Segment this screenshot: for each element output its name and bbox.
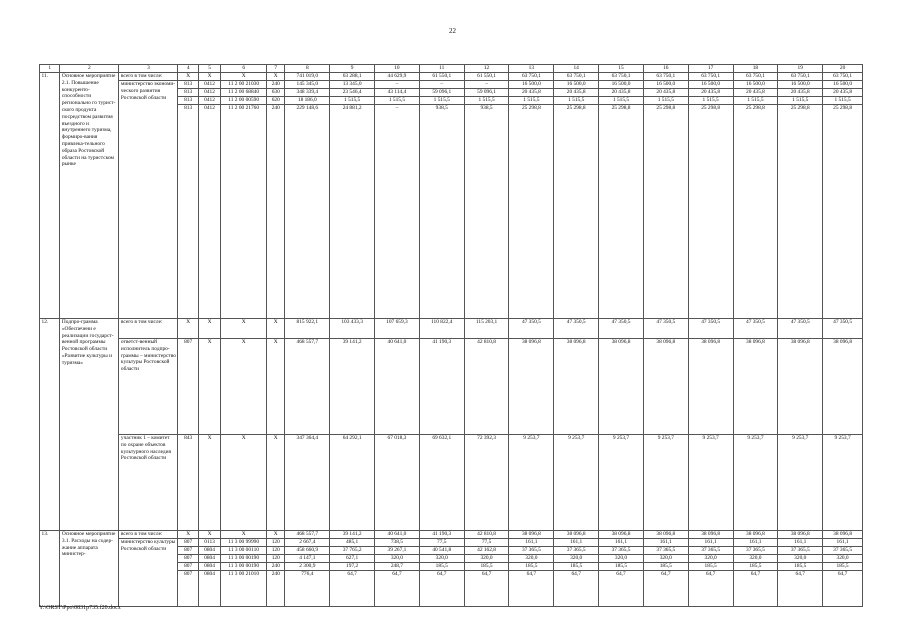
amount-cell: 16 500,0 [778,81,823,89]
amount-cell: 161,1 [599,539,644,547]
amount-cell: 25 298,8 [643,105,688,319]
amount-cell: 9 253,7 [688,435,733,531]
column-header-17: 17 [688,65,733,73]
csr-code: X [221,319,267,339]
vr-code: 620 [267,97,285,105]
amount-cell: 2 300,9 [285,563,330,571]
amount-cell: 38 096,8 [688,531,733,539]
amount-cell: 2 667,4 [285,539,330,547]
amount-cell: 40 641,0 [375,339,420,435]
rzpr-code: 0804 [198,555,220,563]
amount-cell: 20 435,8 [823,89,863,97]
amount-cell: 64,7 [375,571,420,607]
amount-cell: 41 190,3 [419,339,464,435]
column-header-9: 9 [330,65,375,73]
rzpr-code: X [198,339,220,435]
amount-cell: 1 515,5 [823,97,863,105]
column-header-4: 4 [178,65,198,73]
amount-cell: 107 659,3 [375,319,420,339]
amount-cell: 37 365,5 [643,547,688,555]
csr-code: 11 2 00 21030 [221,81,267,89]
amount-cell: 9 253,7 [823,435,863,531]
amount-cell: 64,7 [554,571,599,607]
amount-cell: 63 750,1 [599,73,644,81]
amount-cell: 37 365,5 [733,547,778,555]
gras-code: 843 [178,435,198,531]
amount-cell: 20 435,8 [509,89,554,97]
column-header-20: 20 [823,65,863,73]
table-row [40,73,863,81]
rzpr-code: 0412 [198,89,220,97]
amount-cell: 63 750,1 [509,73,554,81]
csr-code: 11 3 00 99990 [221,539,267,547]
csr-code: X [221,435,267,531]
column-header-16: 16 [643,65,688,73]
amount-cell: 320,0 [643,555,688,563]
amount-cell: 38 096,8 [733,531,778,539]
amount-cell: 63 750,1 [688,73,733,81]
amount-cell: 815 922,1 [285,319,330,339]
amount-cell: 41 190,3 [419,531,464,539]
amount-cell: 47 350,5 [509,319,554,339]
column-header-8: 8 [285,65,330,73]
csr-code: 11 3 00 00190 [221,563,267,571]
amount-cell: 39 267,1 [375,547,420,555]
amount-cell: 185,5 [464,563,509,571]
rzpr-code: X [198,319,220,339]
page-number: 22 [449,27,456,35]
executor-label: участник 1 – комитет по охране объектов культурного наследия Ростовской области [119,435,178,531]
vr-code: 240 [267,105,285,319]
amount-cell: 25 298,8 [778,105,823,319]
amount-cell: 37 765,2 [330,547,375,555]
amount-cell: 64,7 [733,571,778,607]
amount-cell: 38 096,8 [509,531,554,539]
amount-cell: 103 433,3 [330,319,375,339]
amount-cell: 185,5 [688,563,733,571]
vr-code: 240 [267,571,285,607]
amount-cell: 42 810,8 [464,339,509,435]
amount-cell: 38 096,8 [688,339,733,435]
vr-code: 120 [267,555,285,563]
gras-code: X [178,531,198,539]
amount-cell: 161,1 [688,539,733,547]
amount-cell: 38 096,8 [554,531,599,539]
amount-cell: 43 114,4 [375,89,420,97]
amount-cell: 64,7 [330,571,375,607]
amount-cell: 9 253,7 [643,435,688,531]
vr-code: X [267,73,285,81]
amount-cell: 320,0 [554,555,599,563]
amount-cell: 40 541,8 [419,547,464,555]
amount-cell: 61 550,1 [419,73,464,81]
column-header-3: 3 [119,65,178,73]
amount-cell: 1 515,5 [778,97,823,105]
column-header-6: 6 [221,65,267,73]
amount-cell: 1 515,5 [464,97,509,105]
column-header-18: 18 [733,65,778,73]
column-header-14: 14 [554,65,599,73]
amount-cell: 1 515,5 [599,97,644,105]
amount-cell: 161,1 [733,539,778,547]
amount-cell: 320,0 [419,555,464,563]
gras-code: X [178,319,198,339]
amount-cell: 1 515,5 [733,97,778,105]
amount-cell: 63 750,1 [823,73,863,81]
amount-cell: 348 339,4 [285,89,330,97]
amount-cell: 145 345,0 [285,81,330,89]
amount-cell: 161,1 [554,539,599,547]
amount-cell: 9 253,7 [599,435,644,531]
vr-code: X [267,531,285,539]
table-row [40,539,863,547]
table-row [40,81,863,89]
amount-cell: 4 147,1 [285,555,330,563]
amount-cell: 320,0 [733,555,778,563]
amount-cell: 64,7 [464,571,509,607]
amount-cell: 115 203,1 [464,319,509,339]
executor-label: всего в том числе: [119,319,178,339]
amount-cell: 229 148,6 [285,105,330,319]
amount-cell: 185,5 [554,563,599,571]
amount-cell: 20 435,8 [554,89,599,97]
column-header-19: 19 [778,65,823,73]
amount-cell: 38 096,8 [509,339,554,435]
csr-code: X [221,531,267,539]
amount-cell: 38 096,8 [778,531,823,539]
amount-cell: 20 435,8 [778,89,823,97]
amount-cell: 69 632,1 [419,435,464,531]
amount-cell: 320,0 [375,555,420,563]
gras-code: 807 [178,571,198,607]
measure-name: Основное мероприятие 3.1. Расходы на содер-жание аппарата министер- [60,531,119,607]
amount-cell: 64,7 [599,571,644,607]
amount-cell: 37 365,5 [509,547,554,555]
amount-cell: 77,5 [419,539,464,547]
vr-code: 630 [267,89,285,97]
vr-code: 240 [267,81,285,89]
amount-cell: 42 810,8 [464,531,509,539]
amount-cell: 1 515,5 [330,97,375,105]
amount-cell: 44 629,9 [375,73,420,81]
amount-cell: 161,1 [778,539,823,547]
amount-cell: 248,7 [375,563,420,571]
amount-cell: 738,5 [375,539,420,547]
amount-cell: 1 515,5 [688,97,733,105]
amount-cell: 47 350,5 [733,319,778,339]
amount-cell: 9 253,7 [554,435,599,531]
file-path-footer: Y:\ORST\Ppo\0831p735.f20.docx [39,605,121,611]
amount-cell: 38 096,8 [778,339,823,435]
executor-label: ответст-венный исполнитель подпро-граммы – министерство культуры Ростовской области [119,339,178,435]
amount-cell: 64 292,1 [330,435,375,531]
amount-cell: 37 365,5 [688,547,733,555]
amount-cell: 16 500,0 [823,81,863,89]
amount-cell: 197,2 [330,563,375,571]
gras-code: 813 [178,89,198,97]
row-number: 13. [40,531,60,607]
table-row [40,339,863,435]
amount-cell: 20 435,8 [599,89,644,97]
vr-code: 120 [267,547,285,555]
amount-cell: 16 500,0 [509,81,554,89]
csr-code: 11 3 00 21010 [221,571,267,607]
amount-cell: 13 345,0 [330,81,375,89]
amount-cell: 110 822,4 [419,319,464,339]
gras-code: 813 [178,97,198,105]
rzpr-code: 0412 [198,105,220,319]
amount-cell: 1 515,5 [643,97,688,105]
amount-cell: 1 515,5 [554,97,599,105]
rzpr-code: X [198,531,220,539]
amount-cell: 185,5 [823,563,863,571]
column-header-15: 15 [599,65,644,73]
amount-cell: 320,0 [509,555,554,563]
amount-cell: 38 096,8 [823,339,863,435]
csr-code: 11 2 00 21760 [221,105,267,319]
executor-label: министерство культуры Ростовской области [119,539,178,607]
executor-label: всего в том числе: [119,73,178,81]
amount-cell: 25 298,8 [823,105,863,319]
amount-cell: 42 162,8 [464,547,509,555]
amount-cell: – [375,105,420,319]
amount-cell: 47 350,5 [643,319,688,339]
amount-cell: 64,7 [643,571,688,607]
amount-cell: 1 515,5 [419,97,464,105]
vr-code: X [267,339,285,435]
amount-cell: 16 500,0 [733,81,778,89]
amount-cell: 627,1 [330,555,375,563]
amount-cell: 185,5 [599,563,644,571]
row-number: 11. [40,73,60,319]
vr-code: 240 [267,563,285,571]
amount-cell: 40 641,0 [375,531,420,539]
gras-code: 813 [178,105,198,319]
csr-code: X [221,73,267,81]
amount-cell: 741 019,0 [285,73,330,81]
table-row [40,435,863,531]
csr-code: 11 3 00 00110 [221,547,267,555]
amount-cell: – [464,81,509,89]
amount-cell: 18 186,0 [285,97,330,105]
header-row [40,65,863,73]
amount-cell: 458 660,9 [285,547,330,555]
rzpr-code: 0113 [198,539,220,547]
amount-cell: 39 141,2 [330,531,375,539]
rzpr-code: 0804 [198,571,220,607]
amount-cell: 64,7 [509,571,554,607]
amount-cell: 320,0 [688,555,733,563]
table-row [40,531,863,539]
amount-cell: 47 350,5 [688,319,733,339]
csr-code: 11 2 00 00590 [221,97,267,105]
amount-cell: 185,5 [643,563,688,571]
amount-cell: 20 435,8 [688,89,733,97]
amount-cell: 25 298,8 [509,105,554,319]
amount-cell: 468 557,7 [285,339,330,435]
amount-cell: 38 096,8 [643,531,688,539]
amount-cell: 47 350,5 [823,319,863,339]
amount-cell: 9 253,7 [733,435,778,531]
amount-cell: 38 096,8 [643,339,688,435]
amount-cell: 47 350,5 [778,319,823,339]
amount-cell: 37 365,5 [599,547,644,555]
amount-cell: 25 298,8 [554,105,599,319]
rzpr-code: 0804 [198,547,220,555]
csr-code: 11 3 00 00190 [221,555,267,563]
amount-cell: 20 435,8 [643,89,688,97]
amount-cell: 25 298,8 [599,105,644,319]
amount-cell: 37 365,5 [778,547,823,555]
amount-cell: 63 750,1 [554,73,599,81]
amount-cell: 161,1 [823,539,863,547]
amount-cell: 185,5 [509,563,554,571]
amount-cell: 59 096,1 [419,89,464,97]
amount-cell: 16 500,0 [599,81,644,89]
amount-cell: 38 096,8 [599,339,644,435]
column-header-10: 10 [375,65,420,73]
amount-cell: 37 365,5 [554,547,599,555]
vr-code: 120 [267,539,285,547]
measure-name: Основное мероприятие 2.1. Повышение конкуренто-способности регионально го турист-ского продукта посредством развития въездного и внутреннего туризма, формиро-вания привлека-тельного образа Ростовской области на туристском рынке [60,73,119,319]
rzpr-code: X [198,435,220,531]
rzpr-code: X [198,73,220,81]
amount-cell: 320,0 [599,555,644,563]
gras-code: 807 [178,339,198,435]
column-header-12: 12 [464,65,509,73]
executor-label: всего в том числе: [119,531,178,539]
amount-cell: 25 298,8 [733,105,778,319]
amount-cell: 64,7 [688,571,733,607]
amount-cell: 938,5 [419,105,464,319]
amount-cell: 47 350,5 [554,319,599,339]
amount-cell: 776,4 [285,571,330,607]
amount-cell: 59 096,1 [464,89,509,97]
amount-cell: 63 750,1 [643,73,688,81]
column-header-13: 13 [509,65,554,73]
amount-cell: 9 253,7 [509,435,554,531]
amount-cell: 320,0 [778,555,823,563]
amount-cell: 185,5 [419,563,464,571]
column-header-11: 11 [419,65,464,73]
amount-cell: 64,7 [778,571,823,607]
table-row [40,319,863,339]
amount-cell: 64,7 [419,571,464,607]
amount-cell: 485,1 [330,539,375,547]
amount-cell: 185,5 [778,563,823,571]
amount-cell: 63 750,1 [733,73,778,81]
gras-code: 813 [178,81,198,89]
amount-cell: 16 500,0 [554,81,599,89]
vr-code: X [267,319,285,339]
amount-cell: 39 141,2 [330,339,375,435]
amount-cell: 38 096,8 [733,339,778,435]
budget-table [39,64,863,607]
amount-cell: 185,5 [733,563,778,571]
amount-cell: 47 350,5 [599,319,644,339]
gras-code: 807 [178,555,198,563]
amount-cell: 9 253,7 [778,435,823,531]
rzpr-code: 0804 [198,563,220,571]
column-header-7: 7 [267,65,285,73]
amount-cell: 23 546,4 [330,89,375,97]
amount-cell: 161,1 [509,539,554,547]
vr-code: X [267,435,285,531]
amount-cell: 63 288,1 [330,73,375,81]
amount-cell: 20 435,8 [733,89,778,97]
amount-cell: 320,0 [464,555,509,563]
rzpr-code: 0412 [198,97,220,105]
row-number: 12. [40,319,60,531]
amount-cell: 1 515,5 [375,97,420,105]
csr-code: X [221,339,267,435]
amount-cell: 161,1 [643,539,688,547]
amount-cell: 38 096,8 [823,531,863,539]
rzpr-code: 0412 [198,81,220,89]
gras-code: 807 [178,547,198,555]
amount-cell: 61 550,1 [464,73,509,81]
gras-code: X [178,73,198,81]
amount-cell: 468 557,7 [285,531,330,539]
amount-cell: 38 096,8 [554,339,599,435]
amount-cell: 25 298,8 [688,105,733,319]
amount-cell: 24 881,2 [330,105,375,319]
amount-cell: – [375,81,420,89]
gras-code: 807 [178,563,198,571]
csr-code: 11 2 00 68840 [221,89,267,97]
measure-name: Подпро-грамма «Обеспечени е реализации государст-венной программы Ростовской области «Развитие культуры и туризма» [60,319,119,531]
amount-cell: 1 515,5 [509,97,554,105]
amount-cell: 63 750,1 [778,73,823,81]
amount-cell: 347 364,4 [285,435,330,531]
amount-cell: 320,0 [823,555,863,563]
column-header-2: 2 [60,65,119,73]
amount-cell: 16 500,0 [688,81,733,89]
amount-cell: 64,7 [823,571,863,607]
column-header-5: 5 [198,65,220,73]
executor-label: министерство экономи-ческого развития Ростовской области [119,81,178,319]
amount-cell: 72 392,3 [464,435,509,531]
amount-cell: 38 096,8 [599,531,644,539]
amount-cell: 938,5 [464,105,509,319]
gras-code: 807 [178,539,198,547]
amount-cell: 67 018,3 [375,435,420,531]
amount-cell: 77,5 [464,539,509,547]
column-header-1: 1 [40,65,60,73]
amount-cell: 16 500,0 [643,81,688,89]
amount-cell: 37 365,5 [823,547,863,555]
amount-cell: – [419,81,464,89]
